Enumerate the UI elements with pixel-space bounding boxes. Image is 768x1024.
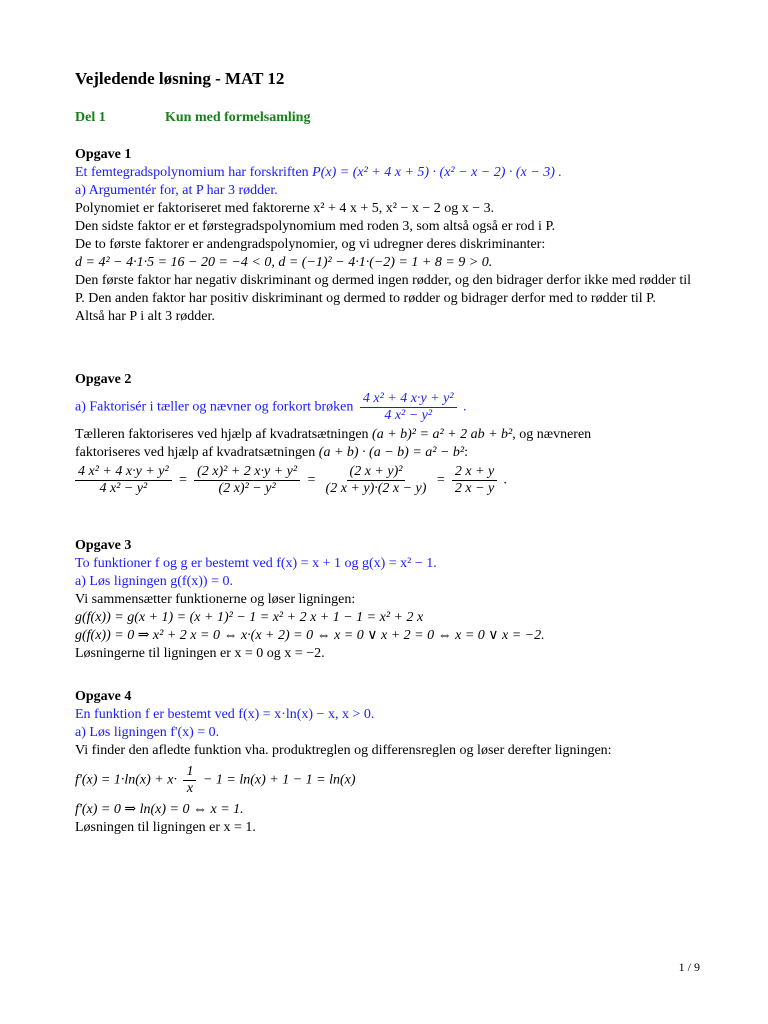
section-subtitle: Kun med formelsamling [165, 110, 311, 125]
opgave-2-task-a: a) Faktorisér i tæller og nævner og forkort brøken $\frac{\text{4 x² + 4 x·y + y²}}{\text{4 x² − y²}}$ . [75, 391, 467, 423]
equation-fraction-4-num: 2 x + y [452, 464, 497, 481]
opgave-2-line-2-text: faktoriseres ved hjælp af kvadratsætningen [75, 445, 316, 460]
equation-fraction-3-num: (2 x + y)² [347, 464, 406, 481]
opgave-4-line-1: Vi finder den afledte funktion vha. produktreglen og differensreglen og løser derefter ligningen: [75, 743, 612, 758]
opgave-2 [75, 371, 700, 497]
opgave-3-line-1: Vi sammensætter funktionerne og løser ligningen: [75, 592, 356, 607]
opgave-4-task-a: a) Løs ligningen f'(x) = 0. [75, 725, 220, 740]
opgave-1-line-3: De to første faktorer er andengradspolynomier, og vi udregner deres diskriminanter: [75, 237, 546, 252]
conjugate-formula: (a + b) · (a − b) = a² − b² [318, 445, 465, 460]
opgave-2-heading: Opgave 2 [75, 372, 132, 387]
derivative-end: − 1 = ln(x) + 1 − 1 = ln(x) [202, 772, 356, 788]
opgave-2-line-1-end: , og nævneren [512, 427, 592, 442]
opgave-3-line-4: Løsningerne til ligningen er x = 0 og x = −2. [75, 646, 325, 661]
equation-fraction-2 [194, 464, 300, 497]
opgave-2-task-text: a) Faktorisér i tæller og nævner og forkort brøken [75, 399, 354, 415]
derivative-fraction-den: x [186, 781, 194, 796]
opgave-2-task-fraction [360, 391, 457, 424]
opgave-2-line-1 [75, 426, 700, 444]
opgave-4 [75, 688, 700, 837]
fraction-denominator: 4 x² − y² [384, 408, 433, 423]
opgave-1-line-2: Den sidste faktor er et førstegradspolynomium med roden 3, som altså også er rod i P. [75, 219, 556, 234]
opgave-2-line-2 [75, 444, 700, 462]
opgave-4-derivative [75, 764, 700, 797]
opgave-3-task: To funktioner f og g er bestemt ved f(x) = x + 1 og g(x) = x² − 1. [75, 556, 437, 571]
opgave-3-task-a: a) Løs ligningen g(f(x)) = 0. [75, 574, 233, 589]
section-header [75, 109, 310, 127]
equation-fraction-1 [75, 464, 172, 497]
opgave-1-task [75, 164, 700, 182]
opgave-1-line-6: Altså har P i alt 3 rødder. [75, 309, 215, 324]
opgave-3-line-2: g(f(x)) = g(x + 1) = (x + 1)² − 1 = x² + 2 x + 1 − 1 = x² + 2 x [75, 610, 424, 625]
square-sum-formula: (a + b)² = a² + 2 ab + b² [372, 427, 513, 442]
opgave-1-task-a: a) Argumentér for, at P har 3 rødder. [75, 183, 278, 198]
opgave-1-line-1: Polynomiet er faktoriseret med faktorerne x² + 4 x + 5, x² − x − 2 og x − 3. [75, 201, 495, 216]
opgave-4-line-3: f'(x) = 0 ⇒ ln(x) = 0 ⇔ x = 1. [75, 802, 244, 817]
opgave-1-discriminants: d = 4² − 4·1·5 = 16 − 20 = −4 < 0, d = (−1)² − 4·1·(−2) = 1 + 8 = 9 > 0. [75, 255, 493, 270]
page-number: 1 / 9 [678, 960, 700, 974]
equation-fraction-1-num: 4 x² + 4 x·y + y² [75, 464, 172, 481]
opgave-2-line-1-text: Tælleren faktoriseres ved hjælp af kvadratsætningen [75, 427, 369, 442]
section-label: Del 1 [75, 110, 106, 125]
opgave-2-line-2-end: : [464, 445, 469, 460]
opgave-3-heading: Opgave 3 [75, 538, 132, 553]
opgave-1-line-5: Den første faktor har negativ diskriminant og dermed ingen rødder, og den bidrager derfor ikke med rødder til P. Den anden faktor har positiv diskriminant og dermed to rødder og bidrager derfor med to rødder til P. [75, 273, 692, 306]
equation-fraction-2-num: (2 x)² + 2 x·y + y² [194, 464, 300, 481]
opgave-1-heading: Opgave 1 [75, 147, 132, 162]
derivative-start: f'(x) = 1·ln(x) + x· [75, 772, 177, 788]
equation-fraction-4 [452, 464, 497, 497]
opgave-1-task-intro: Et femtegradspolynomium har forskriften [75, 165, 309, 180]
opgave-1-task-formula: P(x) = (x² + 4 x + 5) · (x² − x − 2) · (x − 3) . [312, 165, 562, 180]
opgave-4-line-4: Løsningen til ligningen er x = 1. [75, 820, 256, 835]
derivative-fraction-num: 1 [183, 764, 196, 781]
derivative-fraction [183, 764, 196, 797]
opgave-4-task: En funktion f er bestemt ved f(x) = x·ln(x) − x, x > 0. [75, 707, 375, 722]
opgave-1 [75, 146, 700, 326]
fraction-numerator: 4 x² + 4 x·y + y² [360, 391, 457, 408]
equation-fraction-4-den: 2 x − y [454, 481, 495, 496]
opgave-3 [75, 537, 700, 663]
document-title: Vejledende løsning - MAT 12 [75, 69, 285, 88]
equation-fraction-2-den: (2 x)² − y² [218, 481, 276, 496]
equation-fraction-1-den: 4 x² − y² [99, 481, 148, 496]
equation-fraction-3-den: (2 x + y)·(2 x − y) [325, 481, 427, 496]
opgave-4-heading: Opgave 4 [75, 689, 132, 704]
opgave-2-equation-chain: $\frac{\text{4 x² + 4 x·y + y²}}{\text{4 x² − y²}}$ = $\frac{\text{(2 x)² + 2 x·y + y²}}{\text{(2 x)² − y²}}$ = $\frac{\text{(2 x + y)²}}{(2 x + y)\cdot(2 x - y)}$ = $\frac{2 x + y}{2 x - y}$ . [75, 464, 700, 497]
opgave-3-line-3: g(f(x)) = 0 ⇒ x² + 2 x = 0 ⇔ x·(x + 2) = 0 ⇔ x = 0 ∨ x + 2 = 0 ⇔ x = 0 ∨ x = −2. [75, 628, 545, 643]
equation-fraction-3 [323, 464, 430, 497]
